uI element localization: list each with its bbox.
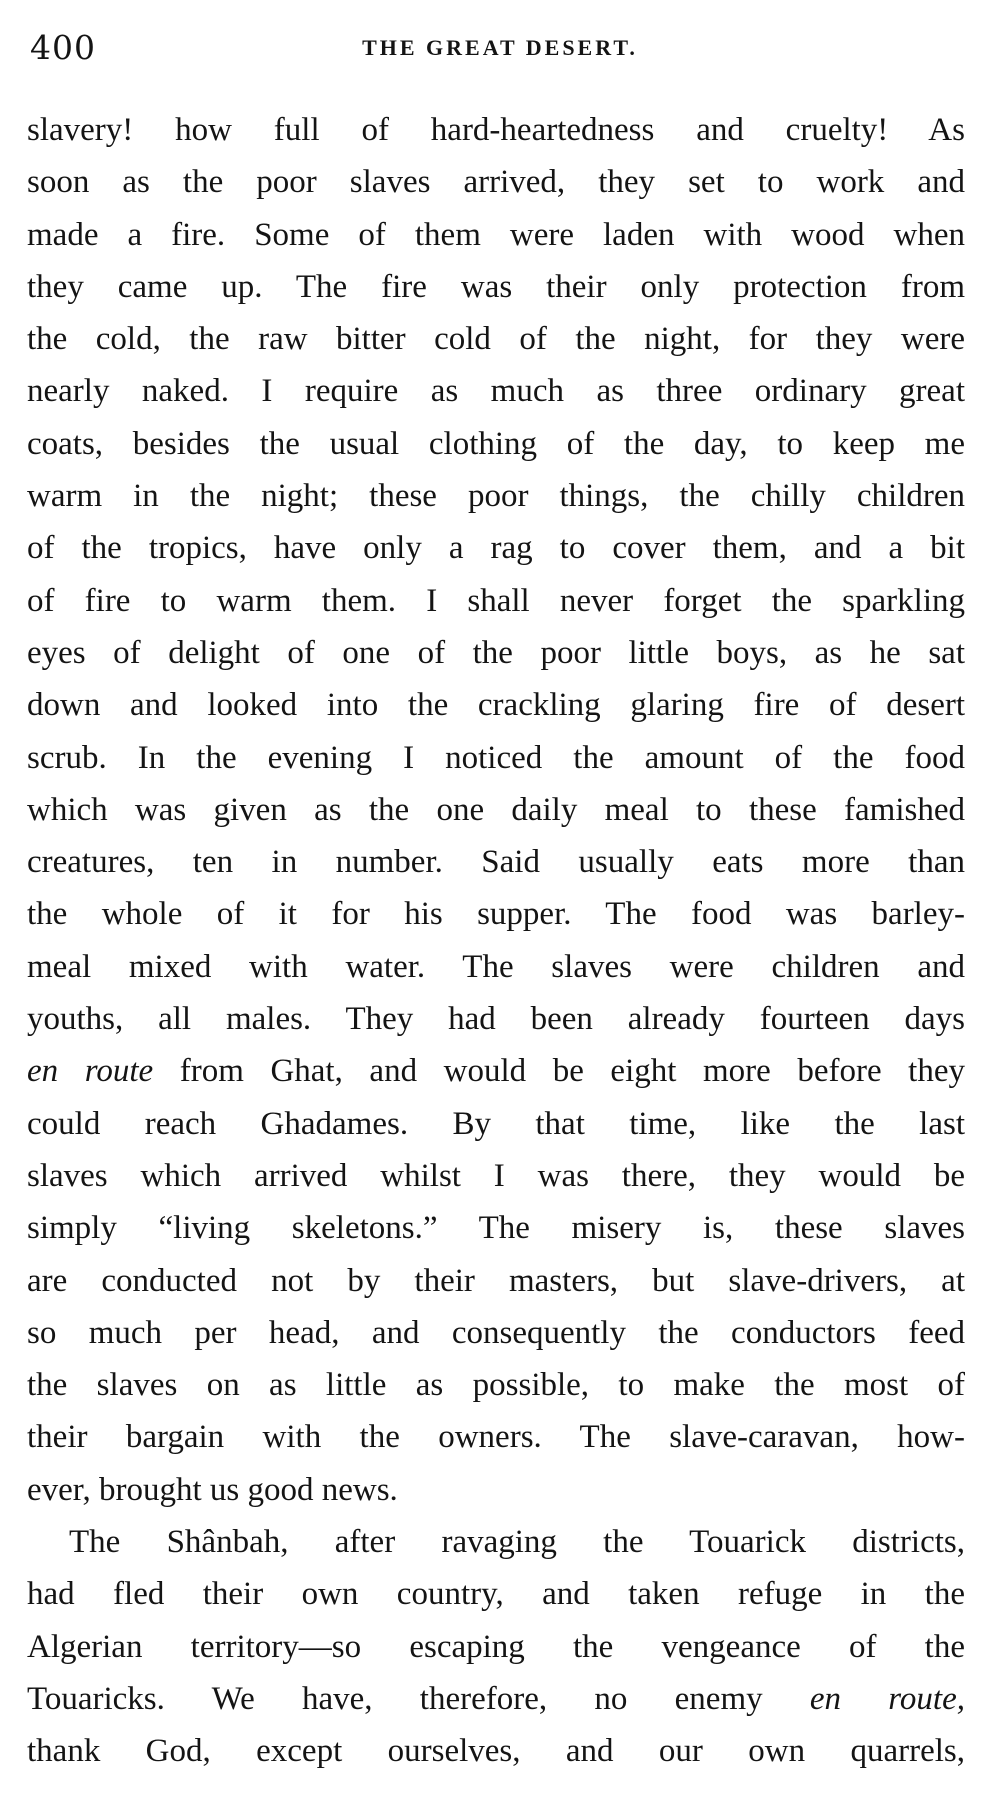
text-line: they came up. The fire was their only protection from xyxy=(27,268,965,305)
text-line: creatures, ten in number. Said usually eats more than xyxy=(27,844,965,881)
text-line: the slaves on as little as possible, to make the most of xyxy=(27,1367,965,1404)
text-line: so much per head, and consequently the conductors feed xyxy=(27,1314,965,1351)
text-line: their bargain with the owners. The slave-caravan, how- xyxy=(27,1419,965,1456)
italic-phrase: en route, xyxy=(809,1680,965,1717)
text-line: warm in the night; these poor things, the chilly children xyxy=(27,478,965,515)
text-line: could reach Ghadames. By that time, like the last xyxy=(27,1105,965,1142)
text-line: slavery! how full of hard-heartedness and cruelty! As xyxy=(27,112,965,148)
text-line: made a fire. Some of them were laden with wood when xyxy=(27,216,965,253)
text-line: soon as the poor slaves arrived, they set to work and xyxy=(27,164,965,201)
line-lead: Touaricks. We have, therefore, no enemy xyxy=(27,1680,763,1717)
text-line: are conducted not by their masters, but slave-drivers, at xyxy=(27,1262,965,1299)
text-line-italic-tail xyxy=(27,1673,965,1725)
text-line: Algerian territory—so escaping the vengeance of the xyxy=(27,1628,965,1665)
italic-phrase: en route xyxy=(27,1053,154,1090)
text-line: eyes of delight of one of the poor little boys, as he sat xyxy=(27,634,965,671)
text-line: scrub. In the evening I noticed the amount of the food xyxy=(27,739,965,776)
text-line: of fire to warm them. I shall never forget the sparkling xyxy=(27,582,965,619)
text-line: the cold, the raw bitter cold of the night, for they were xyxy=(27,321,965,358)
text-line: the whole of it for his supper. The food was barley- xyxy=(27,896,965,933)
text-line: which was given as the one daily meal to these famished xyxy=(27,791,965,828)
text-line: of the tropics, have only a rag to cover them, and a bit xyxy=(27,530,965,567)
text-line: nearly naked. I require as much as three ordinary great xyxy=(27,373,965,410)
text-line: simply “living skeletons.” The misery is, these slaves xyxy=(27,1210,965,1247)
text-line: youths, all males. They had been already fourteen days xyxy=(27,1001,965,1038)
paragraph-end-line: ever, brought us good news. xyxy=(27,1471,398,1508)
paragraph-start-line: The Shânbah, after ravaging the Touarick districts, xyxy=(69,1524,965,1561)
text-line: had fled their own country, and taken refuge in the xyxy=(27,1576,965,1613)
text-line-italic-lead xyxy=(27,1045,965,1097)
page-header xyxy=(20,28,980,68)
text-line: slaves which arrived whilst I was there, they would be xyxy=(27,1157,965,1194)
text-line: coats, besides the usual clothing of the day, to keep me xyxy=(27,425,965,462)
page-number: 400 xyxy=(30,28,96,67)
text-line: meal mixed with water. The slaves were children and xyxy=(27,948,965,985)
text-line: thank God, except ourselves, and our own quarrels, xyxy=(27,1733,965,1770)
line-remainder: from Ghat, and would be eight more before they xyxy=(179,1053,965,1090)
text-line: down and looked into the crackling glaring fire of desert xyxy=(27,687,965,724)
body-text xyxy=(27,104,965,1778)
running-title: THE GREAT DESERT. xyxy=(362,35,638,60)
